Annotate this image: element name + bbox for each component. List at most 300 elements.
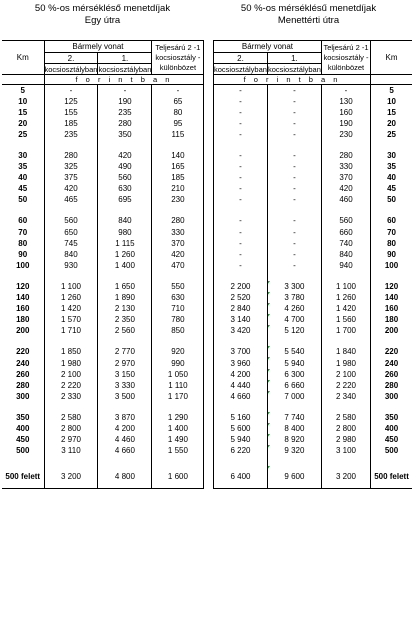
return-row	[214, 281, 412, 292]
difference-return-cell: 660	[321, 227, 370, 238]
km-return-cell: 20	[387, 118, 396, 128]
class1-fare-cell: 4 200	[98, 423, 152, 434]
class1-fare-cell: 1 890	[98, 292, 152, 303]
class1-fare-return-cell: 3 780	[267, 292, 321, 303]
class1-fare-cell: 280	[98, 118, 152, 129]
class2-fare-cell: 2 580	[44, 412, 98, 423]
class2-fare-return-cell: -	[214, 161, 268, 172]
difference-cell: 140	[152, 150, 204, 161]
km-return-cell: 240	[384, 358, 399, 368]
one-way-row	[2, 227, 204, 238]
return-row	[214, 227, 412, 238]
difference-return-cell: 1 420	[321, 303, 370, 314]
class-2-header: 2.	[44, 53, 98, 64]
class1-fare-cell: 630	[98, 183, 152, 194]
one-way-row	[2, 85, 204, 96]
return-row	[214, 357, 412, 368]
one-way-fare-table	[2, 40, 204, 489]
class1-fare-return-cell: -	[267, 150, 321, 161]
return-row	[214, 369, 412, 380]
one-way-row	[2, 357, 204, 368]
difference-cell: 165	[152, 161, 204, 172]
class1-fare-cell: 695	[98, 194, 152, 205]
difference-cell: 330	[152, 227, 204, 238]
class2-fare-return-cell: 3 960	[214, 357, 268, 368]
difference-header-return-line2: kocsiosztály -	[323, 52, 369, 62]
class2-fare-return-cell: 4 660	[214, 391, 268, 402]
class2-fare-cell: 465	[44, 194, 98, 205]
km-return-cell: 200	[384, 326, 399, 336]
class2-fare-cell: 235	[44, 129, 98, 140]
class2-fare-return-cell: 3 420	[214, 325, 268, 336]
return-row	[214, 423, 412, 434]
difference-return-cell: 330	[321, 161, 370, 172]
class2-fare-return-cell: -	[214, 183, 268, 194]
class1-fare-cell: 235	[98, 107, 152, 118]
difference-header-line2: kocsiosztály -	[155, 52, 201, 62]
class2-fare-cell: 650	[44, 227, 98, 238]
one-way-row	[2, 107, 204, 118]
class1-fare-return-cell: -	[267, 249, 321, 260]
km-return-cell: 90	[387, 249, 396, 259]
class1-fare-cell: 350	[98, 129, 152, 140]
difference-return-cell: 1 980	[321, 357, 370, 368]
km-return-cell: 60	[387, 216, 396, 226]
one-way-row	[2, 412, 204, 423]
km-cell: 300	[16, 391, 30, 401]
class2-fare-cell: 1 260	[44, 292, 98, 303]
km-cell: 30	[18, 151, 28, 161]
return-row	[214, 445, 412, 456]
class1-fare-return-cell: 4 260	[267, 303, 321, 314]
class1-fare-return-cell: 6 300	[267, 369, 321, 380]
difference-cell: 95	[152, 118, 204, 129]
km-return-cell: 260	[384, 369, 399, 379]
one-way-row	[2, 423, 204, 434]
difference-cell: 470	[152, 260, 204, 271]
left-title	[0, 3, 205, 27]
class2-fare-cell: 1 570	[44, 314, 98, 325]
one-way-row	[2, 194, 204, 205]
km-header: Km	[2, 41, 44, 75]
difference-cell: 420	[152, 249, 204, 260]
difference-return-cell: 190	[321, 118, 370, 129]
return-row	[214, 172, 412, 183]
class-2-subheader-return: kocsiosztályban	[214, 64, 267, 74]
difference-return-cell: 2 340	[321, 391, 370, 402]
class1-fare-cell: 2 350	[98, 314, 152, 325]
class1-fare-return-cell: -	[267, 227, 321, 238]
right-title-line2: Menettérti útra	[277, 15, 340, 26]
class2-fare-cell: 125	[44, 96, 98, 107]
km-return-cell: 25	[387, 129, 396, 139]
class2-fare-return-cell: -	[214, 118, 268, 129]
class1-fare-cell: 2 970	[98, 357, 152, 368]
one-way-row	[2, 281, 204, 292]
difference-return-cell: 420	[321, 183, 370, 194]
class1-fare-cell: 3 870	[98, 412, 152, 423]
class1-fare-cell: 4 660	[98, 445, 152, 456]
km-return-cell: 50	[387, 195, 396, 205]
difference-return-cell: 940	[321, 260, 370, 271]
right-title-line1: 50 %-os mérséklésű menetdíjak	[240, 3, 377, 14]
class1-fare-return-cell: 6 660	[267, 380, 321, 391]
difference-header	[152, 41, 204, 75]
return-row	[214, 346, 412, 357]
class-2-subheader: kocsiosztályban	[44, 64, 98, 74]
difference-cell: 1 490	[152, 434, 204, 445]
class2-fare-cell: 840	[44, 249, 98, 260]
one-way-row	[2, 249, 204, 260]
km-return-cell: 45	[387, 184, 396, 194]
difference-cell: 550	[152, 281, 204, 292]
one-way-row	[2, 150, 204, 161]
difference-return-cell: 1 560	[321, 314, 370, 325]
left-title-line1: 50 %-os mérsékléső menetdíjak	[34, 3, 171, 14]
one-way-row	[2, 183, 204, 194]
km-return-cell: 10	[387, 96, 396, 106]
return-row	[214, 96, 412, 107]
class1-fare-cell: 3 150	[98, 369, 152, 380]
difference-return-cell: 230	[321, 129, 370, 140]
class2-fare-return-cell: -	[214, 249, 268, 260]
km-return-cell: 300	[384, 391, 399, 401]
km-return-cell: 160	[384, 304, 399, 314]
class1-fare-cell: 1 260	[98, 249, 152, 260]
class2-fare-return-cell: -	[214, 107, 268, 118]
difference-header-return-line3: különbözet	[327, 62, 365, 72]
difference-cell: 1 050	[152, 369, 204, 380]
class2-fare-return-cell: -	[214, 215, 268, 226]
class2-fare-cell: 3 200	[44, 466, 98, 488]
one-way-row	[2, 346, 204, 357]
difference-cell: 1 600	[152, 466, 204, 488]
km-return-cell: 80	[387, 238, 396, 248]
class1-fare-return-cell: 5 540	[267, 346, 321, 357]
class1-fare-cell: 2 560	[98, 325, 152, 336]
class1-fare-return-cell: -	[267, 260, 321, 271]
class2-fare-cell: 2 330	[44, 391, 98, 402]
class-1-subheader: kocsiosztályban	[98, 64, 152, 74]
class1-fare-return-cell: -	[267, 183, 321, 194]
return-row	[214, 107, 412, 118]
difference-cell: 80	[152, 107, 204, 118]
return-row	[214, 391, 412, 402]
return-row	[214, 183, 412, 194]
difference-cell: -	[152, 85, 204, 96]
class-1-header: 1.	[98, 53, 152, 64]
difference-return-cell: 2 580	[321, 412, 370, 423]
km-cell: 25	[18, 129, 28, 139]
class2-fare-cell: 1 100	[44, 281, 98, 292]
class2-fare-cell: 325	[44, 161, 98, 172]
class2-fare-cell: 420	[44, 183, 98, 194]
difference-header-line1: Teljesárú 2 -1	[155, 42, 201, 52]
km-cell: 45	[18, 184, 28, 194]
difference-return-cell: 460	[321, 194, 370, 205]
class1-fare-return-cell: -	[267, 215, 321, 226]
difference-cell: 210	[152, 183, 204, 194]
right-title	[205, 3, 412, 27]
difference-cell: 280	[152, 215, 204, 226]
difference-return-cell: 370	[321, 172, 370, 183]
class1-fare-return-cell: -	[267, 129, 321, 140]
class2-fare-cell: 375	[44, 172, 98, 183]
class2-fare-cell: 280	[44, 150, 98, 161]
class2-fare-return-cell: 3 140	[214, 314, 268, 325]
one-way-row	[2, 129, 204, 140]
one-way-row	[2, 118, 204, 129]
class1-fare-return-cell: 7 740	[267, 412, 321, 423]
class1-fare-cell: 980	[98, 227, 152, 238]
difference-return-cell: 840	[321, 249, 370, 260]
return-row	[214, 161, 412, 172]
difference-return-cell: 2 800	[321, 423, 370, 434]
return-row	[214, 85, 412, 96]
difference-return-cell: 1 100	[321, 281, 370, 292]
one-way-row	[2, 445, 204, 456]
class2-fare-return-cell: 2 520	[214, 292, 268, 303]
one-way-row	[2, 434, 204, 445]
km-cell: 90	[18, 249, 28, 259]
class-2-header-return: 2.	[214, 53, 268, 64]
class2-fare-cell: 2 220	[44, 380, 98, 391]
class2-fare-return-cell: 6 220	[214, 445, 268, 456]
difference-return-cell: 3 100	[321, 445, 370, 456]
class2-fare-return-cell: 6 400	[214, 466, 268, 488]
km-cell: 350	[16, 412, 30, 422]
return-row	[214, 249, 412, 260]
difference-cell: 630	[152, 292, 204, 303]
km-return-cell: 70	[387, 227, 396, 237]
return-row	[214, 380, 412, 391]
km-cell: 70	[18, 227, 28, 237]
one-way-row	[2, 369, 204, 380]
class2-fare-return-cell: -	[214, 194, 268, 205]
km-return-cell: 450	[384, 435, 399, 445]
difference-cell: 65	[152, 96, 204, 107]
difference-cell: 990	[152, 357, 204, 368]
class2-fare-cell: 155	[44, 107, 98, 118]
return-row	[214, 118, 412, 129]
class2-fare-return-cell: -	[214, 150, 268, 161]
class1-fare-return-cell: -	[267, 107, 321, 118]
km-cell: 180	[16, 315, 30, 325]
one-way-row	[2, 96, 204, 107]
difference-return-cell: 1 260	[321, 292, 370, 303]
km-return-cell: 500 felett	[371, 466, 412, 488]
km-cell: 220	[16, 347, 30, 357]
difference-header-return	[321, 41, 370, 75]
km-return-cell: 15	[387, 107, 396, 117]
class1-fare-cell: 2 130	[98, 303, 152, 314]
return-row	[214, 434, 412, 445]
difference-cell: 1 550	[152, 445, 204, 456]
difference-return-cell: 740	[321, 238, 370, 249]
km-cell: 400	[16, 423, 30, 433]
km-cell: 260	[16, 369, 30, 379]
return-row	[214, 325, 412, 336]
difference-return-cell: 3 200	[321, 466, 370, 488]
class1-fare-return-cell: 3 300	[267, 281, 321, 292]
forint-unit-label-return: f o r i n t b a n	[214, 75, 371, 85]
difference-cell: 370	[152, 238, 204, 249]
km-return-cell: 120	[384, 281, 399, 291]
class2-fare-return-cell: -	[214, 85, 268, 96]
class2-fare-return-cell: 5 160	[214, 412, 268, 423]
difference-cell: 850	[152, 325, 204, 336]
km-cell: 450	[16, 435, 30, 445]
class2-fare-cell: 2 800	[44, 423, 98, 434]
class1-fare-return-cell: 7 000	[267, 391, 321, 402]
class1-fare-cell: -	[98, 85, 152, 96]
forint-unit-label: f o r i n t b a n	[44, 75, 204, 85]
km-cell: 40	[18, 173, 28, 183]
km-return-cell: 280	[384, 380, 399, 390]
class-1-subheader-return: kocsiosztályban	[267, 64, 321, 74]
return-row	[214, 466, 412, 488]
return-row	[214, 292, 412, 303]
one-way-row	[2, 303, 204, 314]
difference-return-cell: 1 840	[321, 346, 370, 357]
class1-fare-cell: 1 650	[98, 281, 152, 292]
km-cell: 500 felett	[2, 466, 44, 488]
km-cell: 10	[18, 96, 28, 106]
km-cell: 15	[18, 107, 28, 117]
one-way-row	[2, 161, 204, 172]
km-cell: 35	[18, 162, 28, 172]
class1-fare-return-cell: 5 940	[267, 357, 321, 368]
class2-fare-cell: -	[44, 85, 98, 96]
km-cell: 200	[16, 326, 30, 336]
class2-fare-return-cell: -	[214, 260, 268, 271]
class1-fare-return-cell: 9 320	[267, 445, 321, 456]
class1-fare-cell: 2 770	[98, 346, 152, 357]
class2-fare-return-cell: 2 200	[214, 281, 268, 292]
difference-cell: 1 400	[152, 423, 204, 434]
difference-cell: 710	[152, 303, 204, 314]
difference-cell: 920	[152, 346, 204, 357]
one-way-row	[2, 380, 204, 391]
difference-return-cell: 160	[321, 107, 370, 118]
difference-return-cell: 2 220	[321, 380, 370, 391]
km-return-cell: 5	[389, 85, 394, 95]
difference-cell: 1 170	[152, 391, 204, 402]
class1-fare-cell: 490	[98, 161, 152, 172]
km-cell: 500	[16, 446, 30, 456]
class-1-header-return: 1.	[267, 53, 321, 64]
return-row	[214, 194, 412, 205]
any-train-header: Bármely vonat	[44, 41, 152, 53]
one-way-row	[2, 325, 204, 336]
one-way-row	[2, 314, 204, 325]
return-row	[214, 215, 412, 226]
class1-fare-cell: 4 460	[98, 434, 152, 445]
km-return-cell: 35	[387, 162, 396, 172]
difference-header-line3: különbözet	[159, 62, 197, 72]
difference-return-cell: 1 700	[321, 325, 370, 336]
class1-fare-return-cell: 9 600	[267, 466, 321, 488]
one-way-row	[2, 238, 204, 249]
class1-fare-cell: 560	[98, 172, 152, 183]
km-cell: 120	[16, 281, 30, 291]
return-row	[214, 412, 412, 423]
km-return-cell: 40	[387, 173, 396, 183]
difference-cell: 1 110	[152, 380, 204, 391]
km-return-cell: 180	[384, 315, 399, 325]
one-way-row	[2, 215, 204, 226]
return-fare-table	[213, 40, 412, 489]
class1-fare-return-cell: 8 920	[267, 434, 321, 445]
class2-fare-return-cell: 5 600	[214, 423, 268, 434]
km-return-cell: 220	[384, 347, 399, 357]
class2-fare-cell: 2 970	[44, 434, 98, 445]
class1-fare-return-cell: -	[267, 161, 321, 172]
km-return-cell: 400	[384, 423, 399, 433]
difference-cell: 780	[152, 314, 204, 325]
return-row	[214, 238, 412, 249]
class2-fare-cell: 1 420	[44, 303, 98, 314]
class2-fare-cell: 1 850	[44, 346, 98, 357]
class1-fare-return-cell: 5 120	[267, 325, 321, 336]
km-cell: 160	[16, 304, 30, 314]
class1-fare-return-cell: 4 700	[267, 314, 321, 325]
class2-fare-return-cell: 4 440	[214, 380, 268, 391]
class1-fare-cell: 1 400	[98, 260, 152, 271]
km-cell: 100	[16, 260, 30, 270]
difference-return-cell: 130	[321, 96, 370, 107]
return-row	[214, 129, 412, 140]
one-way-row	[2, 172, 204, 183]
class1-fare-cell: 1 115	[98, 238, 152, 249]
km-return-cell: 30	[387, 151, 396, 161]
difference-cell: 230	[152, 194, 204, 205]
class2-fare-cell: 1 710	[44, 325, 98, 336]
one-way-row	[2, 260, 204, 271]
class1-fare-return-cell: -	[267, 238, 321, 249]
class2-fare-cell: 185	[44, 118, 98, 129]
return-row	[214, 314, 412, 325]
km-return-cell: 100	[384, 260, 399, 270]
difference-return-cell: 2 100	[321, 369, 370, 380]
km-header-return: Km	[371, 41, 412, 75]
class2-fare-return-cell: 2 840	[214, 303, 268, 314]
km-cell: 60	[18, 216, 28, 226]
km-cell: 80	[18, 238, 28, 248]
class2-fare-return-cell: 5 940	[214, 434, 268, 445]
class1-fare-cell: 420	[98, 150, 152, 161]
km-cell: 280	[16, 380, 30, 390]
km-return-cell: 140	[384, 293, 399, 303]
class1-fare-return-cell: -	[267, 85, 321, 96]
class2-fare-cell: 930	[44, 260, 98, 271]
difference-cell: 185	[152, 172, 204, 183]
difference-cell: 115	[152, 129, 204, 140]
class1-fare-cell: 3 500	[98, 391, 152, 402]
class2-fare-return-cell: 4 200	[214, 369, 268, 380]
return-fare-rows	[214, 85, 412, 489]
difference-header-return-line1: Teljesárú 2 -1	[323, 42, 369, 52]
km-cell: 240	[16, 358, 30, 368]
km-cell: 50	[18, 195, 28, 205]
km-return-cell: 500	[384, 446, 399, 456]
class1-fare-return-cell: -	[267, 194, 321, 205]
one-way-row	[2, 391, 204, 402]
class1-fare-cell: 840	[98, 215, 152, 226]
one-way-row	[2, 292, 204, 303]
class2-fare-return-cell: -	[214, 129, 268, 140]
km-cell: 5	[20, 85, 25, 95]
